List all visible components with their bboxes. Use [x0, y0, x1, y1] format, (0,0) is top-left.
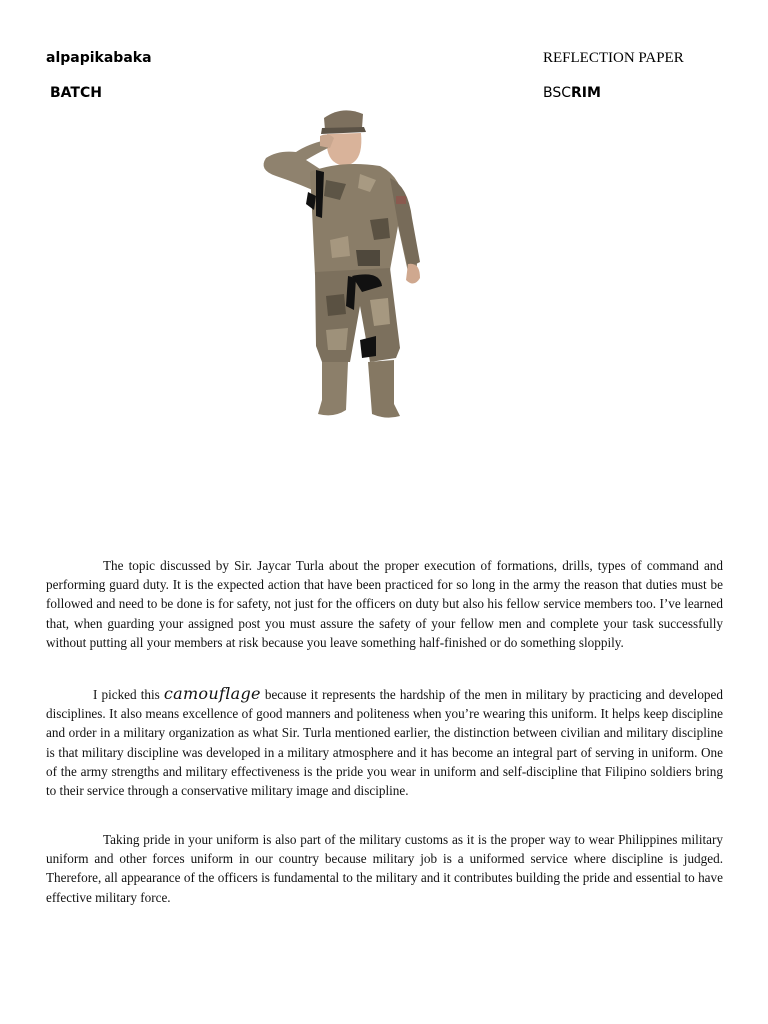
course-prefix: BSC — [543, 85, 572, 101]
emphasized-word: camouflage — [163, 684, 261, 703]
body-paragraph-3: Taking pride in your uniform is also part of the military customs as it is the proper way to wear Philippines military uniform and other forces uniform in our country because military job is a uniformed service where discipline is judged. Therefore, all appearance of the officers is fundamental to the military and it contributes building the pride and essential to have effective military force. — [46, 832, 723, 905]
body-paragraph-2 — [46, 684, 723, 800]
document-title: REFLECTION PAPER — [543, 50, 684, 66]
batch-label: BATCH — [50, 85, 102, 101]
course-suffix: RIM — [571, 85, 601, 101]
paragraph-2-rest: because it represents the hardship of the men in military by practicing and developed disciplines. It also means excellence of good manners and politeness when you’re wearing this uniform. It helps keep discipline and order in a military organization as what Sir. Turla mentioned earlier, the distinction between civilian and military discipline is that military discipline was developed in a military atmosphere and it has become an integral part of serving in uniform. One of the army strengths and military effectiveness is the pride you wear in uniform and self-discipline that Filipino soldiers bring to their service through a conservative military image and discipline. — [46, 687, 723, 799]
author-name: alpapikabaka — [46, 50, 152, 66]
saluting-soldier-icon — [230, 100, 450, 430]
course-label — [543, 85, 601, 101]
body-paragraph-1: The topic discussed by Sir. Jaycar Turla about the proper execution of formations, drills, types of command and performing guard duty. It is the expected action that have been practiced for so long in the army the reason that duties must be followed and need to be done is for safety, not just for the officers on duty but also his fellow service members too. I’ve learned that, when guarding your assigned post you must assure the safety of your fellow men and complete your task successfully without putting all your members at risk because you leave something half-finished or do something sloppily. — [46, 558, 723, 650]
paragraph-2-start: I picked this — [93, 687, 164, 702]
